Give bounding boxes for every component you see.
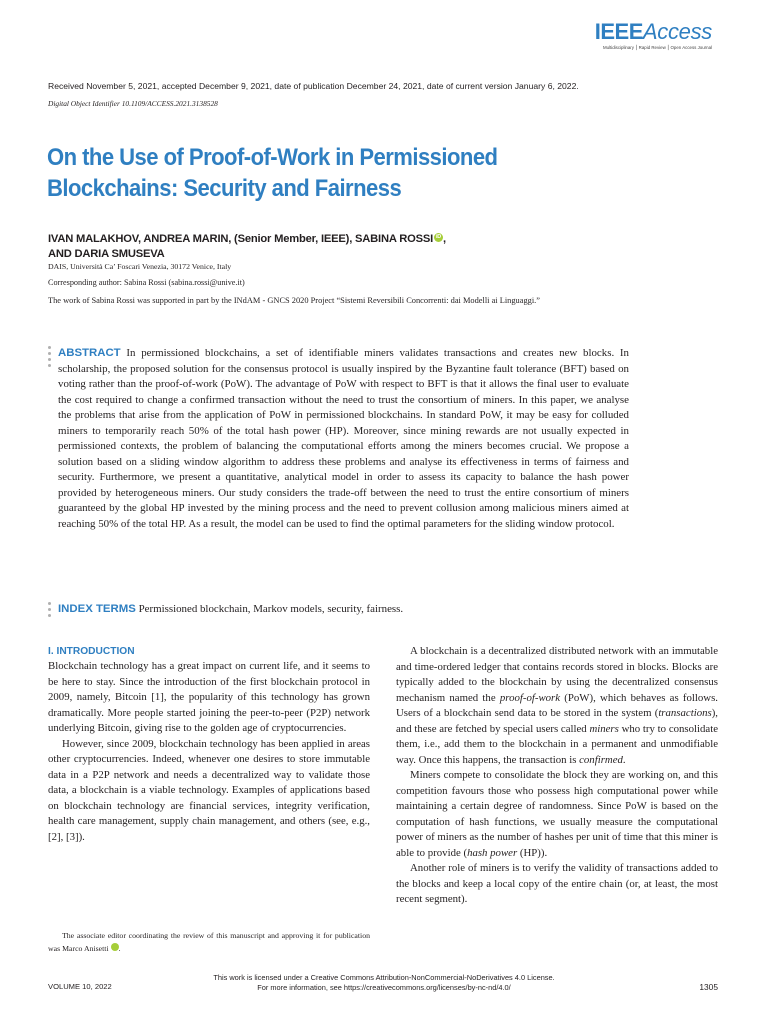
orcid-icon-editor[interactable]: iD [111, 943, 119, 951]
logo-access: Access [642, 19, 712, 44]
received-dates: Received November 5, 2021, accepted December 9, 2021, date of publication December 24, 2021, date of current version January 6, 2022. [48, 81, 579, 91]
paper-title: On the Use of Proof-of-Work in Permissioned Blockchains: Security and Fairness [47, 144, 498, 202]
authors-line2: AND DARIA SMUSEVA [48, 248, 165, 260]
intro-paragraph-2: However, since 2009, blockchain technology has been applied in areas other cryptocurrencies. Indeed, whenever one desires to store immutable data in a P2P network and needs a decentralized way to validate those data, a blockchain is a viable technology. Examples of applications based on blockchain technology are financial services, integrity verification, health care management, supply chain management, and others (see, e.g., [2], [3]). [48, 737, 370, 843]
intro-paragraph-4: Miners compete to consolidate the block they are working on, and this competition favours those who possess high computational power while maintaining a certain degree of randomness. Since PoW is based on the computation of hash functions, we usually measure the computational power of miners as the number of hashes per unit of time that this miner is able to provide (hash power (HP)). [396, 769, 718, 859]
term-hash-power: hash power [467, 846, 518, 859]
term-pow: proof-of-work [499, 691, 561, 704]
license-line-2[interactable]: For more information, see https://creativecommons.org/licenses/by-nc-nd/4.0/ [257, 982, 511, 992]
index-terms [58, 603, 638, 615]
index-terms-dots-icon [48, 602, 52, 620]
right-column [396, 644, 718, 908]
doi-label: Digital Object Identifier [48, 99, 120, 108]
term-transactions: transactions [658, 707, 712, 719]
abstract-heading: ABSTRACT [58, 347, 121, 359]
left-column [48, 644, 370, 845]
term-miners: miners [589, 722, 619, 735]
term-confirmed: confirmed [579, 753, 623, 766]
section-heading-introduction: I. INTRODUCTION [48, 646, 135, 657]
authors-line1-end: , [443, 233, 446, 245]
abstract [58, 346, 629, 532]
orcid-icon[interactable]: iD [435, 234, 442, 240]
authors-line1: IVAN MALAKHOV, ANDREA MARIN, (Senior Member, IEEE), SABINA ROSSI [48, 233, 434, 245]
index-terms-text: Permissioned blockchain, Markov models, security, fairness. [138, 603, 404, 615]
corresponding-author: Corresponding author: Sabina Rossi (sabina.rossi@unive.it) [48, 278, 245, 287]
intro-paragraph-5: Another role of miners is to verify the validity of transactions added to the blocks and keep a local copy of the entire chain (or, at least, the most recent segment). [396, 862, 718, 905]
abstract-dots-icon [48, 346, 52, 370]
intro-paragraph-3: A blockchain is a decentralized distributed network with an immutable and time-ordered ledger that contains records stored in blocks. Blocks are typically added to the blockchain by using the decentralized consensus mechanism named the proof-of-work (PoW), which behaves as follows. Users of a blockchain send data to be stored in the system (transactions), and these are fetched by special users called miners who try to consolidate them, i.e., add them to the blockchain in a permanent and unmodifiable way. Once this happens, the transaction is confirmed. [396, 645, 718, 766]
doi [48, 99, 218, 108]
affiliation: DAIS, Università Ca’ Foscari Venezia, 30172 Venice, Italy [48, 262, 232, 271]
license-line-1: This work is licensed under a Creative Commons Attribution-NonCommercial-NoDerivatives 4.0 License. [213, 973, 555, 982]
abstract-text: In permissioned blockchains, a set of identifiable miners validates transactions and creates new blocks. In scholarship, the proposed solution for the consensus protocol is usually inspired by the Byzantine fault tolerance (BFT) based on voting rather than the proof-of-work (PoW). The advantage of PoW with respect to BFT is that it allows the final user to evaluate the cost required to change a confirmed transaction without the need to trust the consortium of miners. In this paper, we analyse the problems that arise from the application of PoW in permissioned blockchains. In standard PoW, it may be easy for colluded miners to temporarily reach 50% of the total hash power (HP). Moreover, since mining rewards are not usually expected in permissioned contexts, the problem of balancing the computational efforts among the miners becomes crucial. We propose a solution based on a sliding window algorithm to address these problems and analyse its effectiveness in terms of fairness and security. Furthermore, we present a quantitative, analytical model in order to assess its capacity to balance the hash power provided by heterogeneous miners. Our study considers the trade-off between the need to trust the entire consortium of miners guaranteed by the global HP invested by the mining process and the need to prevent collusion among malicious miners aimed at reaching 50% of the total HP. As a result, the model can be used to find the optimal parameters for the sliding window protocol. [58, 347, 629, 530]
volume: VOLUME 10, 2022 [48, 982, 112, 991]
journal-logo [595, 20, 712, 51]
authors [48, 232, 668, 262]
logo-ieee: IEEE [594, 19, 643, 44]
intro-paragraph-1: Blockchain technology has a great impact on current life, and it seems to be here to stay. Since the introduction of the first blockchain protocol in 2009, namely, Bitcoin [1], the popularity of this technology has grown dramatically. More people started joining the peer-to-peer (P2P) network underlying Bitcoin, giving rise to the golden age of cryptocurrencies. [48, 660, 370, 734]
logo-tagline: Multidisciplinary ⎮ Rapid Review ⎮ Open Access Journal [602, 45, 712, 50]
doi-value[interactable]: 10.1109/ACCESS.2021.3138528 [121, 99, 218, 108]
page-number: 1305 [699, 982, 718, 992]
editor-footnote: The associate editor coordinating the review of this manuscript and approving it for publication was Marco Anisetti iD. [48, 931, 370, 953]
license-notice [0, 973, 768, 992]
funding-note: The work of Sabina Rossi was supported in part by the INdAM - GNCS 2020 Project “Sistemi Reversibili Concorrenti: dai Modelli ai Linguaggi.” [48, 296, 540, 305]
index-terms-heading: INDEX TERMS [58, 603, 136, 615]
